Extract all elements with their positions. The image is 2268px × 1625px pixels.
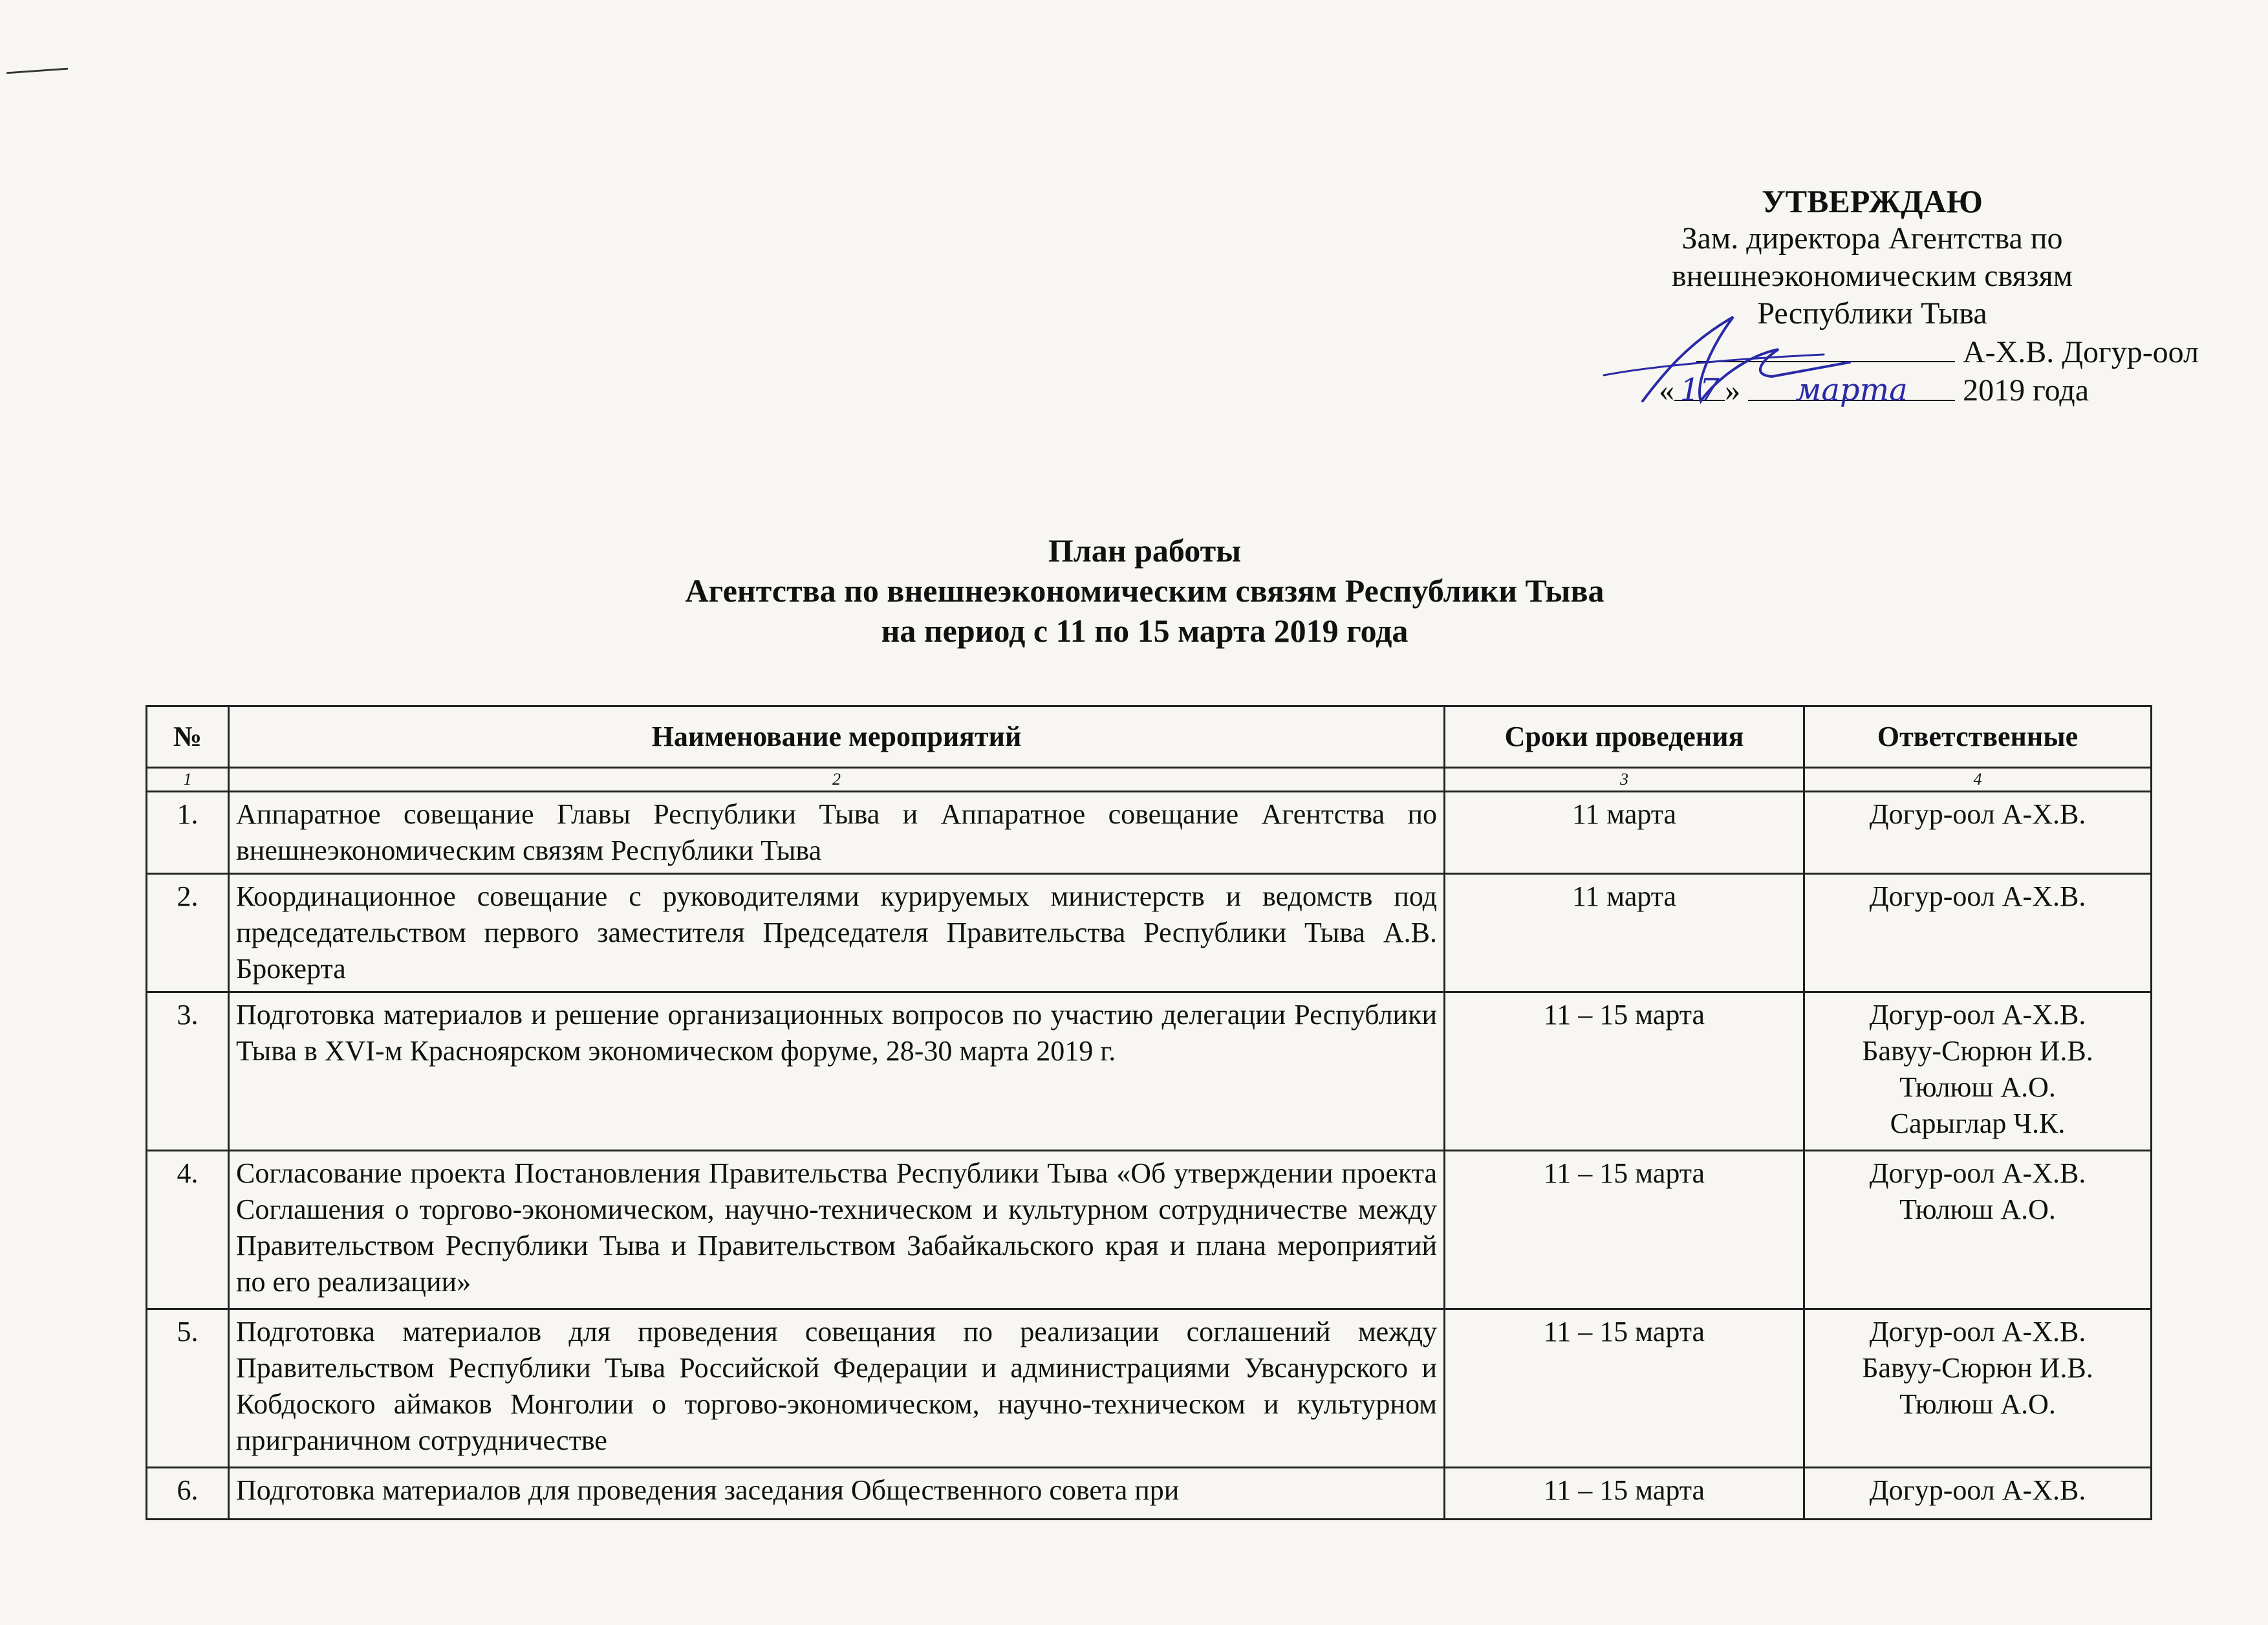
event-name: Подготовка материалов для проведения совещания по реализации соглашений между Правительством Республики Тыва Российской Федерации и администрациями Увсанурского и Кобдоского аймаков Монголии о торгово-экономическом, научно-техническом и культурном приграничном сотрудничестве [229,1309,1445,1468]
event-date: 11 марта [1445,874,1804,992]
header-responsible: Ответственные [1804,706,2152,768]
event-date: 11 – 15 марта [1445,1309,1804,1468]
title-line: Агентства по внешнеэкономическим связям Республики Тыва [685,573,1604,609]
responsible-person: Тюлюш А.О. [1899,1388,2056,1420]
title-line: на период с 11 по 15 марта 2019 года [881,613,1409,649]
responsible-cell [1804,1468,2152,1520]
table-row [147,1309,2152,1468]
responsible-person: Тюлюш А.О. [1899,1194,2056,1225]
handwritten-signature [1565,304,1863,414]
event-name: Подготовка материалов и решение организационных вопросов по участию делегации Республики Тыва в XVI-м Красноярском экономическом форуме, 28-30 марта 2019 г. [229,992,1445,1151]
scan-edge-mark [6,68,68,74]
row-number: 1. [147,792,229,874]
event-name: Координационное совещание с руководителями курируемых министерств и ведомств под председательством первого заместителя Председателя Правительства Республики Тыва А.В. Брокерта [229,874,1445,992]
responsible-cell [1804,1151,2152,1309]
header-name: Наименование мероприятий [229,706,1445,768]
responsible-cell [1804,992,2152,1151]
table-row [147,792,2152,874]
date-close-quote: » [1725,373,1741,408]
table-row [147,992,2152,1151]
table-row [147,1468,2152,1520]
responsible-cell [1804,792,2152,874]
responsible-person: Бавуу-Сюрюн И.В. [1862,1352,2093,1384]
responsible-person: Догур-оол А-Х.В. [1869,1474,2086,1506]
row-number: 4. [147,1151,229,1309]
responsible-person: Сарыглар Ч.К. [1890,1107,2066,1139]
event-date: 11 – 15 марта [1445,1468,1804,1520]
date-year: 2019 года [1963,373,2089,408]
title-line: План работы [1048,532,1242,569]
event-date: 11 – 15 марта [1445,992,1804,1151]
responsible-cell [1804,874,2152,992]
approval-position-line: Зам. директора Агентства по [1681,221,2063,256]
responsible-cell [1804,1309,2152,1468]
document-title [142,530,2147,651]
responsible-person: Догур-оол А-Х.В. [1869,1157,2086,1189]
column-number: 1 [147,768,229,792]
table-row [147,1151,2152,1309]
date-day: 17 [1674,371,1725,401]
column-number: 3 [1445,768,1804,792]
event-name: Согласование проекта Постановления Правительства Республики Тыва «Об утверждении проекта Соглашения о торгово-экономическом, научно-техническом и культурном сотрудничестве между Правительством Республики Тыва и Правительством Забайкальского края и плана мероприятий по его реализации» [229,1151,1445,1309]
event-date: 11 марта [1445,792,1804,874]
event-date: 11 – 15 марта [1445,1151,1804,1309]
event-name: Аппаратное совещание Главы Республики Тыва и Аппаратное совещание Агентства по внешнеэкономическим связям Республики Тыва [229,792,1445,874]
column-number: 4 [1804,768,2152,792]
responsible-person: Догур-оол А-Х.В. [1869,798,2086,830]
plan-table [146,705,2152,1520]
responsible-person: Догур-оол А-Х.В. [1869,880,2086,912]
table-row [147,874,2152,992]
signer-name: А-Х.В. Догур-оол [1962,335,2199,369]
event-name: Подготовка материалов для проведения заседания Общественного совета при [229,1468,1445,1520]
header-number: № [147,706,229,768]
date-open-quote: « [1659,373,1675,408]
approval-position-line: Республики Тыва [1757,296,1987,331]
header-date: Сроки проведения [1445,706,1804,768]
row-number: 2. [147,874,229,992]
date-month: марта [1748,371,1955,401]
approval-position-line: внешнеэкономическим связям [1671,259,2073,293]
table-header-row [147,706,2152,768]
column-number-row [147,768,2152,792]
responsible-person: Бавуу-Сюрюн И.В. [1862,1035,2093,1067]
responsible-person: Догур-оол А-Х.В. [1869,1316,2086,1347]
responsible-person: Догур-оол А-Х.В. [1869,999,2086,1031]
column-number: 2 [229,768,1445,792]
row-number: 6. [147,1468,229,1520]
responsible-person: Тюлюш А.О. [1899,1071,2056,1103]
row-number: 5. [147,1309,229,1468]
row-number: 3. [147,992,229,1151]
approval-heading: УТВЕРЖДАЮ [1762,183,1983,219]
